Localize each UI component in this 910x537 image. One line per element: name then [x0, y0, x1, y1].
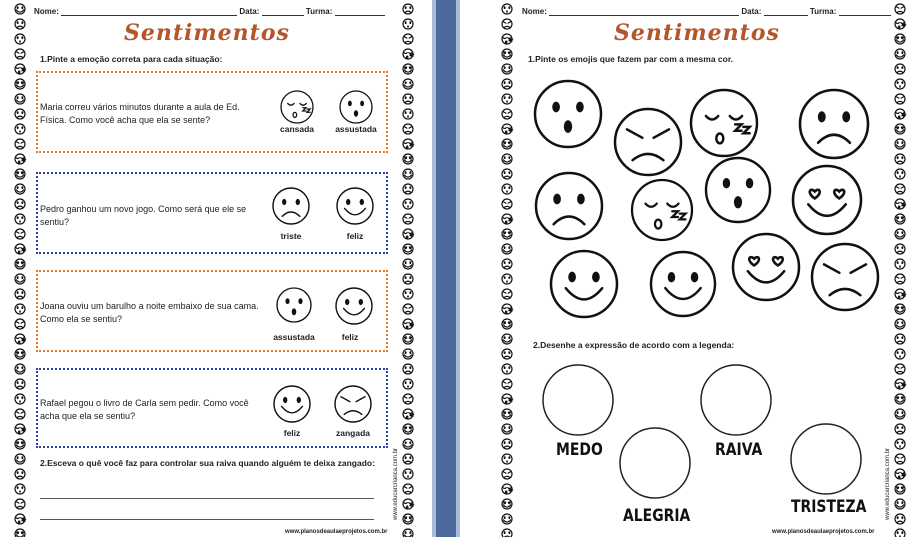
border-emoji-icon — [403, 184, 413, 194]
border-emoji-icon — [403, 109, 413, 119]
border-emoji-icon — [895, 514, 905, 524]
border-emoji-icon — [502, 244, 512, 254]
angry-emoji[interactable] — [613, 107, 683, 177]
border-emoji-icon — [403, 124, 413, 134]
border-emoji-icon — [502, 409, 512, 419]
border-emoji-icon — [502, 139, 512, 149]
border-emoji-icon — [502, 484, 512, 494]
legend-alegria: ALEGRIA — [623, 506, 691, 526]
border-emoji-icon — [502, 49, 512, 59]
border-emoji-icon — [403, 259, 413, 269]
angry-emoji[interactable] — [810, 242, 880, 312]
border-emoji-icon — [403, 484, 413, 494]
border-emoji-icon — [15, 4, 25, 14]
border-emoji-icon — [403, 334, 413, 344]
border-emoji-icon — [15, 259, 25, 269]
border-emoji-icon — [502, 34, 512, 44]
border-emoji-icon — [502, 79, 512, 89]
border-emoji-icon — [895, 304, 905, 314]
border-emoji-icon — [502, 109, 512, 119]
border-emoji-icon — [15, 109, 25, 119]
border-emoji-icon — [895, 349, 905, 359]
border-emoji-icon — [895, 469, 905, 479]
border-emoji-icon — [15, 34, 25, 44]
border-emoji-icon — [15, 514, 25, 524]
border-emoji-icon — [895, 109, 905, 119]
border-emoji-icon — [502, 334, 512, 344]
border-emoji-icon — [403, 244, 413, 254]
class-field[interactable] — [335, 7, 385, 16]
border-emoji-icon — [895, 34, 905, 44]
border-emoji-icon — [502, 379, 512, 389]
border-emoji-icon — [15, 169, 25, 179]
happy-face-option[interactable] — [335, 186, 375, 226]
border-emoji-icon — [895, 154, 905, 164]
border-emoji-icon — [15, 79, 25, 89]
border-emoji-icon — [15, 199, 25, 209]
happy-emoji[interactable] — [549, 249, 619, 319]
border-emoji-icon — [502, 124, 512, 134]
scared-face-option[interactable] — [275, 286, 313, 324]
date-label: Data: — [741, 7, 762, 16]
border-emoji-icon — [15, 424, 25, 434]
border-emoji-icon — [895, 364, 905, 374]
border-emoji-icon — [403, 514, 413, 524]
option-label: triste — [280, 231, 302, 241]
border-emoji-icon — [403, 289, 413, 299]
border-emoji-icon — [403, 454, 413, 464]
border-emoji-icon — [502, 64, 512, 74]
border-emoji-icon — [403, 229, 413, 239]
border-emoji-icon — [895, 379, 905, 389]
drawing-circle-tristeza[interactable] — [789, 422, 863, 496]
tired-face-option[interactable] — [279, 89, 315, 125]
border-emoji-icon — [502, 469, 512, 479]
border-emoji-icon — [15, 229, 25, 239]
border-emoji-icon — [502, 214, 512, 224]
footer-site: www.planosdeaulaeprojetos.com.br — [772, 529, 875, 535]
class-label: Turma: — [809, 7, 837, 16]
option-label: feliz — [283, 428, 301, 438]
border-emoji-icon — [895, 94, 905, 104]
option-label: zangada — [335, 428, 370, 438]
scared-emoji[interactable] — [704, 156, 772, 224]
emoji-border-left — [497, 0, 519, 537]
border-emoji-icon — [895, 64, 905, 74]
name-label: Nome: — [522, 7, 547, 16]
option-label: feliz — [341, 332, 359, 342]
question-2: 2.Esceva o quê você faz para controlar sua raiva quando alguém te deixa zangado: — [40, 458, 375, 468]
border-emoji-icon — [403, 34, 413, 44]
love-emoji[interactable] — [791, 164, 863, 236]
border-emoji-icon — [895, 19, 905, 29]
date-field[interactable] — [764, 7, 808, 16]
border-emoji-icon — [895, 274, 905, 284]
gutter-edge-left — [432, 0, 436, 537]
border-emoji-icon — [403, 274, 413, 284]
border-emoji-icon — [403, 64, 413, 74]
border-emoji-icon — [502, 499, 512, 509]
border-emoji-icon — [895, 244, 905, 254]
border-emoji-icon — [502, 529, 512, 537]
border-emoji-icon — [403, 79, 413, 89]
border-emoji-icon — [895, 4, 905, 14]
border-emoji-icon — [403, 409, 413, 419]
situation-text-3: Joana ouviu um barulho a noite embaixo de sua cama. Como ela se sentiu? — [40, 301, 259, 324]
angry-face-option[interactable] — [333, 384, 373, 424]
border-emoji-icon — [403, 424, 413, 434]
border-emoji-icon — [502, 154, 512, 164]
legend-tristeza: TRISTEZA — [791, 497, 867, 517]
border-emoji-icon — [502, 424, 512, 434]
border-emoji-icon — [895, 124, 905, 134]
border-emoji-icon — [15, 439, 25, 449]
border-emoji-icon — [895, 529, 905, 537]
page-title: Sentimentos — [614, 20, 780, 46]
border-emoji-icon — [15, 529, 25, 537]
border-emoji-icon — [895, 319, 905, 329]
option-label: assustada — [273, 332, 315, 342]
border-emoji-icon — [403, 169, 413, 179]
border-emoji-icon — [403, 319, 413, 329]
happy-face-option[interactable] — [334, 286, 374, 326]
sad-emoji[interactable] — [798, 88, 870, 160]
scared-face-option[interactable] — [338, 89, 374, 125]
border-emoji-icon — [15, 274, 25, 284]
border-emoji-icon — [895, 229, 905, 239]
border-emoji-icon — [15, 454, 25, 464]
question-2: 2.Desenhe a expressão de acordo com a legenda: — [533, 340, 735, 350]
border-emoji-icon — [502, 454, 512, 464]
worksheet-page-right — [460, 0, 910, 537]
border-emoji-icon — [502, 169, 512, 179]
border-emoji-icon — [502, 394, 512, 404]
border-emoji-icon — [403, 139, 413, 149]
border-emoji-icon — [403, 349, 413, 359]
border-emoji-icon — [895, 439, 905, 449]
emoji-border-right — [890, 0, 910, 537]
border-emoji-icon — [895, 409, 905, 419]
border-emoji-icon — [502, 349, 512, 359]
border-emoji-icon — [895, 334, 905, 344]
border-emoji-icon — [502, 304, 512, 314]
border-emoji-icon — [502, 439, 512, 449]
border-emoji-icon — [15, 184, 25, 194]
border-emoji-icon — [15, 49, 25, 59]
answer-line-2[interactable] — [40, 519, 374, 520]
border-emoji-icon — [895, 394, 905, 404]
border-emoji-icon — [895, 184, 905, 194]
situation-text-1: Maria correu vários minutos durante a aula de Ed. Física. Como você acha que ela se sente? — [40, 102, 240, 125]
border-emoji-icon — [502, 274, 512, 284]
border-emoji-icon — [15, 244, 25, 254]
border-emoji-icon — [502, 19, 512, 29]
border-emoji-icon — [895, 79, 905, 89]
border-emoji-icon — [15, 214, 25, 224]
border-emoji-icon — [15, 394, 25, 404]
border-emoji-icon — [15, 349, 25, 359]
header-fields — [34, 7, 385, 16]
border-emoji-icon — [15, 499, 25, 509]
border-emoji-icon — [15, 289, 25, 299]
border-emoji-icon — [502, 514, 512, 524]
border-emoji-icon — [403, 364, 413, 374]
border-emoji-icon — [403, 154, 413, 164]
border-emoji-icon — [15, 19, 25, 29]
border-emoji-icon — [895, 424, 905, 434]
border-emoji-icon — [403, 439, 413, 449]
name-field[interactable] — [61, 7, 237, 16]
border-emoji-icon — [502, 184, 512, 194]
border-emoji-icon — [403, 499, 413, 509]
emoji-border-right — [398, 0, 420, 537]
border-emoji-icon — [403, 94, 413, 104]
border-emoji-icon — [15, 469, 25, 479]
option-label: cansada — [279, 124, 315, 134]
page-gutter — [432, 0, 460, 537]
border-emoji-icon — [15, 364, 25, 374]
border-emoji-icon — [895, 454, 905, 464]
legend-medo: MEDO — [556, 440, 603, 460]
border-emoji-icon — [403, 49, 413, 59]
border-emoji-icon — [403, 214, 413, 224]
drawing-circle-raiva[interactable] — [699, 363, 773, 437]
border-emoji-icon — [502, 364, 512, 374]
border-emoji-icon — [15, 319, 25, 329]
border-emoji-icon — [502, 319, 512, 329]
border-emoji-icon — [502, 259, 512, 269]
answer-line-1[interactable] — [40, 498, 374, 499]
border-emoji-icon — [15, 304, 25, 314]
sad-face-option[interactable] — [271, 186, 311, 226]
border-emoji-icon — [895, 289, 905, 299]
border-emoji-icon — [403, 304, 413, 314]
drawing-circle-alegria[interactable] — [618, 426, 692, 500]
border-emoji-icon — [502, 229, 512, 239]
border-emoji-icon — [15, 94, 25, 104]
header-fields — [522, 7, 891, 16]
border-emoji-icon — [895, 199, 905, 209]
happy-emoji[interactable] — [649, 250, 717, 318]
border-emoji-icon — [15, 154, 25, 164]
border-emoji-icon — [895, 139, 905, 149]
border-emoji-icon — [403, 199, 413, 209]
page-title: Sentimentos — [124, 20, 290, 46]
border-emoji-icon — [403, 379, 413, 389]
border-emoji-icon — [502, 289, 512, 299]
drawing-circle-medo[interactable] — [541, 363, 615, 437]
border-emoji-icon — [502, 4, 512, 14]
border-emoji-icon — [895, 259, 905, 269]
emoji-border-left — [10, 0, 32, 537]
situation-text-2: Pedro ganhou um novo jogo. Como será que ele se sentiu? — [40, 204, 247, 227]
name-field[interactable] — [549, 7, 739, 16]
tired-emoji[interactable] — [689, 88, 759, 158]
border-emoji-icon — [403, 394, 413, 404]
border-emoji-icon — [895, 214, 905, 224]
border-emoji-icon — [895, 169, 905, 179]
date-label: Data: — [239, 7, 260, 16]
class-field[interactable] — [839, 7, 891, 16]
class-label: Turma: — [305, 7, 333, 16]
border-emoji-icon — [403, 529, 413, 537]
name-label: Nome: — [34, 7, 59, 16]
sad-emoji[interactable] — [534, 171, 604, 241]
border-emoji-icon — [403, 4, 413, 14]
option-label: assustada — [335, 124, 377, 134]
border-emoji-icon — [15, 139, 25, 149]
scared-emoji[interactable] — [533, 79, 603, 149]
happy-face-option[interactable] — [272, 384, 312, 424]
border-emoji-icon — [15, 124, 25, 134]
love-emoji[interactable] — [731, 232, 801, 302]
option-label: feliz — [346, 231, 364, 241]
border-emoji-icon — [15, 334, 25, 344]
border-emoji-icon — [502, 199, 512, 209]
tired-emoji[interactable] — [630, 178, 694, 242]
date-field[interactable] — [262, 7, 304, 16]
question-1: 1.Pinte os emojis que fazem par com a mesma cor. — [528, 54, 734, 64]
border-emoji-icon — [15, 379, 25, 389]
border-emoji-icon — [15, 64, 25, 74]
legend-raiva: RAIVA — [715, 440, 763, 460]
border-emoji-icon — [403, 469, 413, 479]
side-site: www.educarcrianca.com.br — [393, 447, 399, 520]
border-emoji-icon — [15, 484, 25, 494]
border-emoji-icon — [895, 484, 905, 494]
border-emoji-icon — [895, 499, 905, 509]
border-emoji-icon — [895, 49, 905, 59]
border-emoji-icon — [15, 409, 25, 419]
side-site: www.educarcrianca.com.br — [885, 447, 891, 520]
border-emoji-icon — [403, 19, 413, 29]
border-emoji-icon — [502, 94, 512, 104]
worksheet-page-left — [0, 0, 432, 537]
question-1: 1.Pinte a emoção correta para cada situação: — [40, 54, 223, 64]
situation-text-4: Rafael pegou o livro de Carla sem pedir. Como você acha que ela se sentiu? — [40, 398, 249, 421]
footer-site: www.planosdeaulaeprojetos.com.br — [285, 529, 388, 535]
